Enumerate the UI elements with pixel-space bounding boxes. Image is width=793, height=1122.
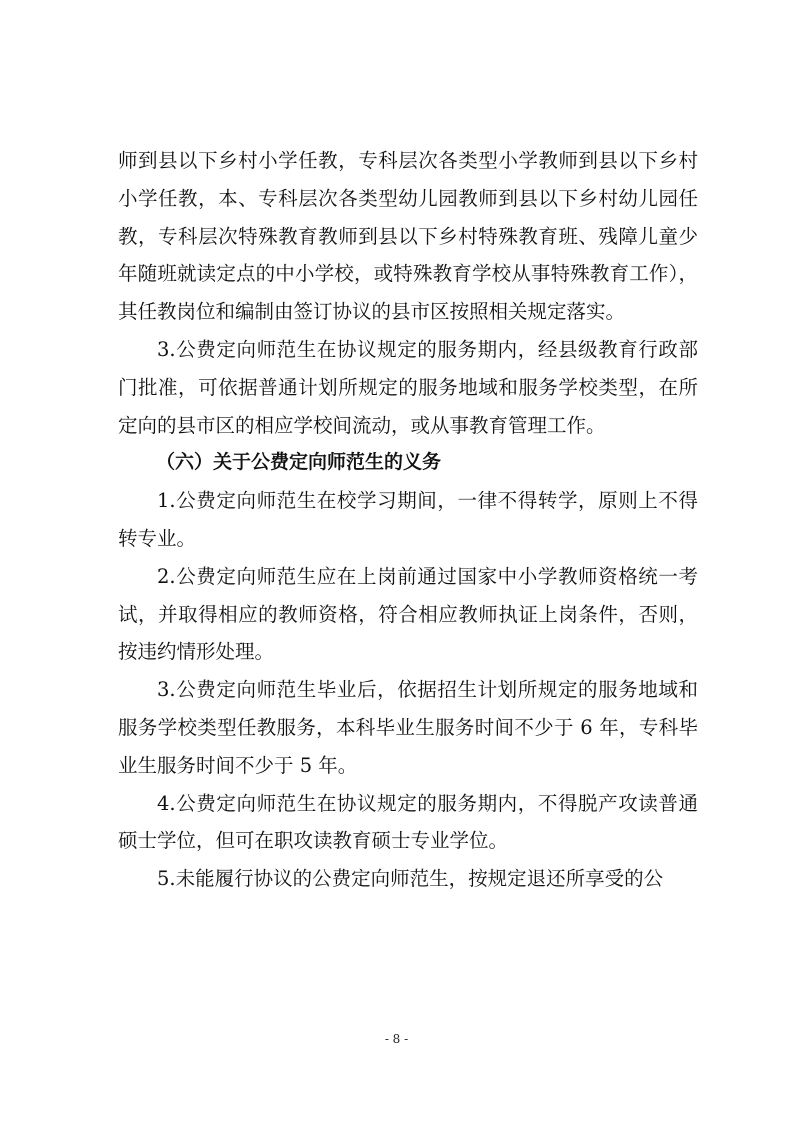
paragraph-item-3-mobility: 3.公费定向师范生在协议规定的服务期内，经县级教育行政部门批准，可依据普通计划所规定的服务地域和服务学校类型，在所定向的县市区的相应学校间流动，或从事教育管理工作。 (118, 337, 698, 437)
section-heading-obligations: （六）关于公费定向师范生的义务 (156, 451, 442, 474)
paragraph-item-4-postgraduate: 4.公费定向师范生在协议规定的服务期内，不得脱产攻读普通硕士学位，但可在职攻读教育硕士专业学位。 (118, 791, 698, 853)
document-body (118, 142, 698, 898)
paragraph-item-1-no-transfer: 1.公费定向师范生在校学习期间，一律不得转学，原则上不得转专业。 (118, 489, 698, 550)
paragraph-item-5-breach: 5.未能履行协议的公费定向师范生，按规定退还所享受的公 (157, 867, 664, 891)
paragraph-item-3-service-term: 3.公费定向师范生毕业后，依据招生计划所规定的服务地域和服务学校类型任教服务，本科毕业生服务时间不少于 6 年，专科毕业生服务时间不少于 5 年。 (118, 678, 698, 777)
paragraph-item-2-qualification: 2.公费定向师范生应在上岗前通过国家中小学教师资格统一考试，并取得相应的教师资格，符合相应教师执证上岗条件，否则，按违约情形处理。 (118, 564, 698, 664)
paragraph-continuation: 师到县以下乡村小学任教，专科层次各类型小学教师到县以下乡村小学任教，本、专科层次各类型幼儿园教师到县以下乡村幼儿园任教，专科层次特殊教育教师到县以下乡村特殊教育班、残障儿童少年随班就读定点的中小学校，或特殊教育学校从事特殊教育工作），其任教岗位和编制由签订协议的县市区按照相关规定落实。 (118, 149, 698, 324)
page-number: - 8 - (384, 1032, 409, 1046)
